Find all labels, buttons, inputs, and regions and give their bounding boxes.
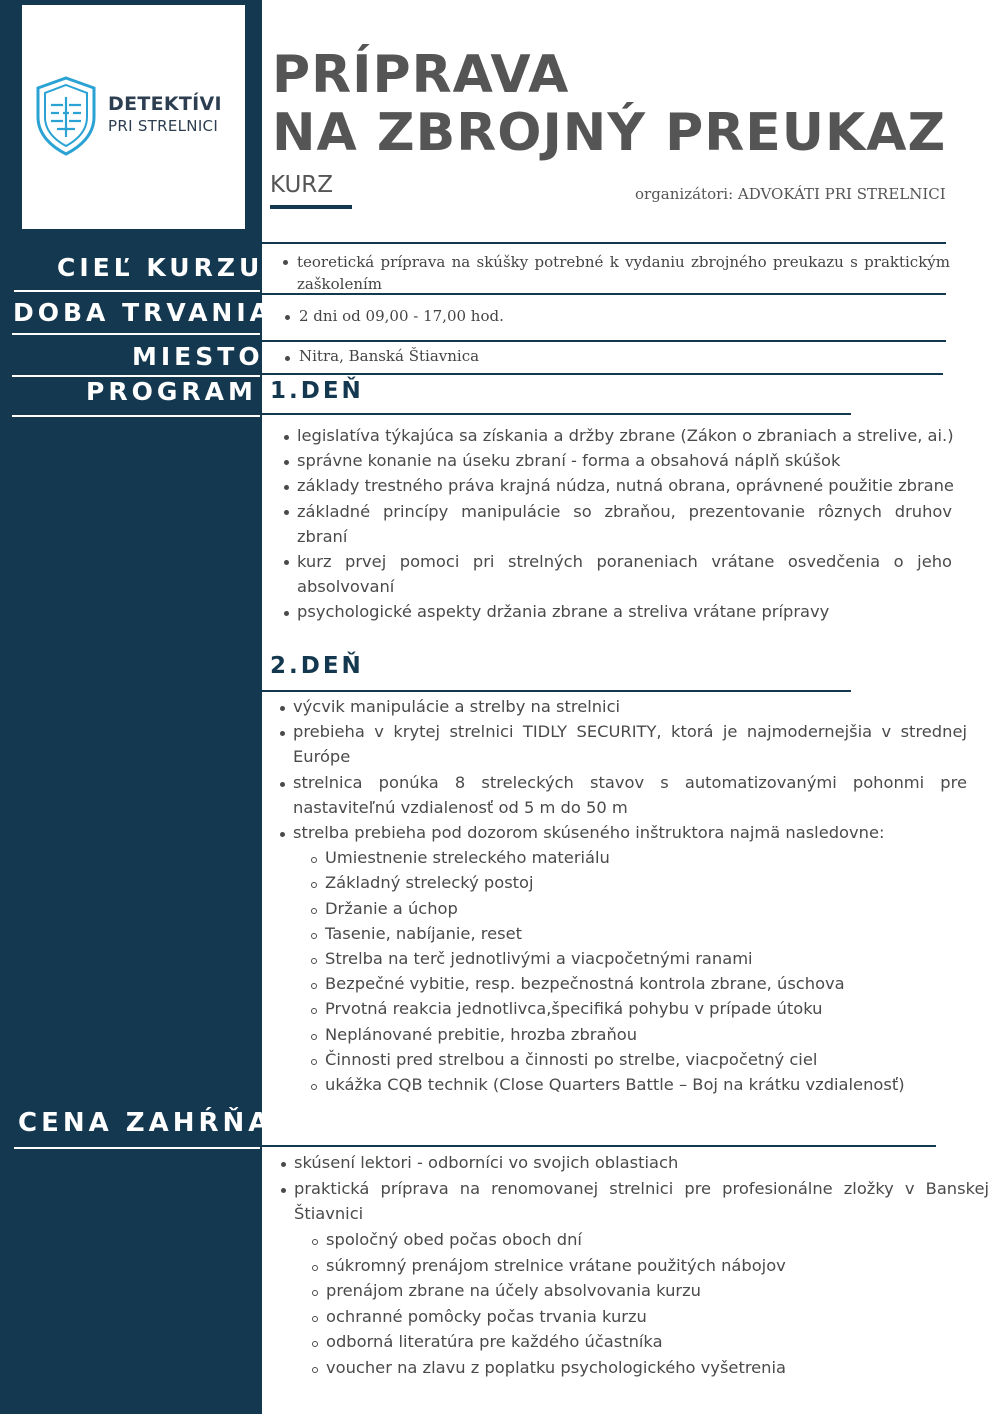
bullet — [285, 356, 290, 361]
sub-bullet — [311, 983, 317, 989]
sub-bullet — [311, 933, 317, 939]
title-line-1: PRÍPRAVA — [272, 45, 570, 105]
day1-item: legislatíva týkajúca sa získania a držby zbrane (Zákon o zbraniach a strelive, ai.) — [297, 426, 954, 445]
bullet — [284, 460, 289, 465]
sub-bullet — [311, 882, 317, 888]
day2-subitem: Umiestnenie streleckého materiálu — [325, 848, 610, 867]
sub-bullet — [312, 1367, 318, 1373]
bullet — [280, 706, 285, 711]
sub-bullet — [311, 1084, 317, 1090]
cena-item: praktická príprava na renomovanej strelnici pre profesionálne zložky v Banskej Štiavnici — [294, 1179, 989, 1223]
sub-bullet — [311, 857, 317, 863]
cena-subitem: prenájom zbrane na účely absolvovania kurzu — [326, 1281, 701, 1300]
sidebar-divider — [14, 1147, 260, 1149]
organizers: organizátori: ADVOKÁTI PRI STRELNICI — [635, 185, 946, 203]
day2-subitem: ukážka CQB technik (Close Quarters Battle – Boj na krátku vzdialenosť) — [325, 1075, 905, 1094]
shield-logo-icon — [33, 75, 99, 157]
day2-subitem: Neplánované prebitie, hrozba zbraňou — [325, 1025, 638, 1044]
day1-item: kurz prvej pomoci pri strelných poraneniach vrátane osvedčenia o jeho absolvovaní — [297, 552, 952, 596]
day2-item: prebieha v krytej strelnici TIDLY SECURITY, ktorá je najmodernejšia v strednej Európe — [293, 722, 967, 766]
sub-bullet — [311, 1059, 317, 1065]
doba-text: 2 dni od 09,00 - 17,00 hod. — [299, 307, 504, 325]
cena-subitem: súkromný prenájom strelnice vrátane použitých nábojov — [326, 1256, 786, 1275]
day1-item: základné princípy manipulácie so zbraňou, prezentovanie rôznych druhov zbraní — [297, 502, 952, 546]
bullet — [283, 260, 288, 265]
sidebar-divider — [12, 415, 260, 417]
content-divider — [262, 242, 946, 244]
day2-item: výcvik manipulácie a strelby na strelnici — [293, 697, 621, 716]
bullet — [284, 611, 289, 616]
cena-subitem: spoločný obed počas oboch dní — [326, 1230, 582, 1249]
day1-item: správne konanie na úseku zbraní - forma a obsahová náplň skúšok — [297, 451, 841, 470]
bullet — [284, 510, 289, 515]
page-title — [272, 46, 946, 162]
content-divider — [262, 413, 851, 415]
day2-subitem: Držanie a úchop — [325, 899, 458, 918]
sidebar-divider — [12, 333, 260, 335]
day1-item: základy trestného práva krajná núdza, nutná obrana, oprávnené použitie zbrane — [297, 476, 954, 495]
label-doba-trvania: DOBA TRVANIA — [13, 298, 273, 327]
title-line-2: NA ZBROJNÝ PREUKAZ — [272, 103, 947, 163]
sidebar-divider — [14, 290, 260, 292]
day2-item: strelba prebieha pod dozorom skúseného inštruktora najmä nasledovne: — [293, 823, 885, 842]
bullet — [281, 1162, 286, 1167]
sub-bullet — [312, 1265, 318, 1271]
sub-bullet — [312, 1341, 318, 1347]
day2-item: strelnica ponúka 8 streleckých stavov s automatizovanými pohonmi pre nastaviteľnú vzdialenosť od 5 m do 50 m — [293, 773, 967, 817]
day2-subitem: Činnosti pred strelbou a činnosti po strelbe, viacpočetný ciel — [325, 1050, 818, 1069]
cena-subitem: ochranné pomôcky počas trvania kurzu — [326, 1307, 647, 1326]
sub-bullet — [311, 958, 317, 964]
day2-subitem: Strelba na terč jednotlivými a viacpočetnými ranami — [325, 949, 753, 968]
content-divider — [262, 340, 946, 342]
sub-bullet — [312, 1239, 318, 1245]
cena-subitem: voucher na zlavu z poplatku psychologického vyšetrenia — [326, 1358, 787, 1377]
day2-subitem: Prvotná reakcia jednotlivca,špecifiká pohybu v prípade útoku — [325, 999, 823, 1018]
sub-bullet — [311, 1034, 317, 1040]
logo-title: DETEKTÍVI — [108, 93, 222, 115]
bullet — [280, 832, 285, 837]
day2-subitem: Základný strelecký postoj — [325, 873, 534, 892]
bullet — [284, 560, 289, 565]
kurz-label: KURZ — [270, 172, 334, 198]
bullet — [284, 435, 289, 440]
sidebar-divider — [12, 375, 260, 377]
miesto-text: Nitra, Banská Štiavnica — [299, 347, 480, 365]
bullet — [280, 731, 285, 736]
day1-title: 1.DEŇ — [270, 378, 364, 404]
sub-bullet — [312, 1290, 318, 1296]
label-cena-zahrna: CENA ZAHŔŇA — [18, 1108, 273, 1138]
day1-item: psychologické aspekty držania zbrane a streliva vrátane prípravy — [297, 602, 830, 621]
bullet — [284, 485, 289, 490]
day2-subitem: Bezpečné vybitie, resp. bezpečnostná kontrola zbrane, úschova — [325, 974, 845, 993]
bullet — [281, 1188, 286, 1193]
content-divider — [262, 1145, 936, 1147]
cena-subitem: odborná literatúra pre každého účastníka — [326, 1332, 663, 1351]
bullet — [285, 315, 290, 320]
bullet — [280, 782, 285, 787]
cena-item: skúsení lektori - odborníci vo svojich oblastiach — [294, 1153, 679, 1172]
day2-subitem: Tasenie, nabíjanie, reset — [325, 924, 523, 943]
kurz-underline — [270, 205, 352, 209]
label-miesto: MIESTO — [132, 342, 264, 371]
content-divider — [262, 373, 943, 375]
sub-bullet — [312, 1316, 318, 1322]
sub-bullet — [311, 1008, 317, 1014]
day2-title: 2.DEŇ — [270, 653, 364, 679]
ciel-text: teoretická príprava na skúšky potrebné k vydaniu zbrojného preukazu s praktickým zaškolením — [297, 253, 950, 293]
sub-bullet — [311, 908, 317, 914]
label-ciel-kurzu: CIEĽ KURZU — [57, 253, 264, 282]
label-program: PROGRAM — [86, 377, 257, 406]
content-divider — [262, 690, 851, 692]
logo-subtitle: PRI STRELNICI — [108, 117, 219, 135]
